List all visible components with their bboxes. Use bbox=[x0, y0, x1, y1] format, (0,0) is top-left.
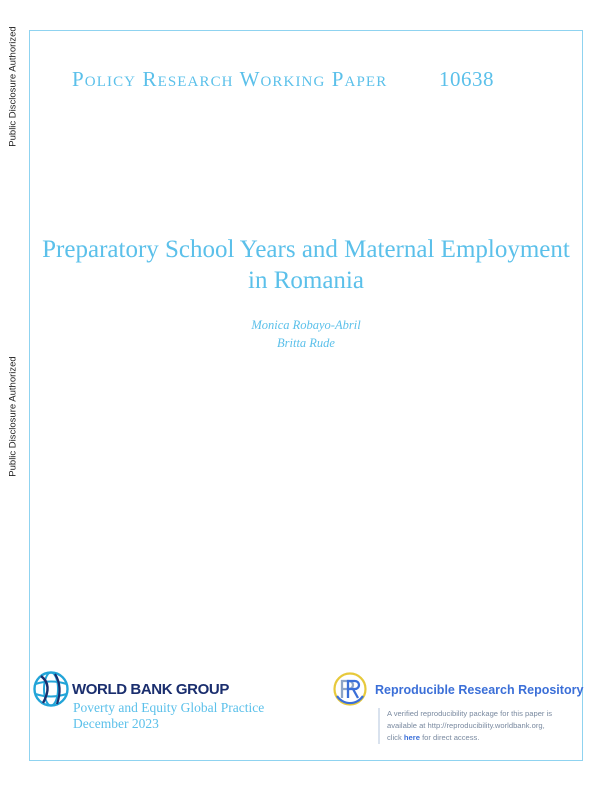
author-name: Monica Robayo-Abril bbox=[251, 318, 361, 332]
direct-access-text: for direct access. bbox=[422, 733, 480, 742]
paper-title-line-2: in Romania bbox=[248, 267, 364, 294]
globe-icon bbox=[33, 671, 69, 707]
rrr-logo-icon[interactable] bbox=[333, 672, 367, 706]
author-list bbox=[200, 316, 412, 352]
publication-date: December 2023 bbox=[73, 716, 159, 731]
repository-name[interactable]: Reproducible Research Repository bbox=[375, 683, 584, 697]
disclosure-label-bottom: Public Disclosure Authorized bbox=[7, 356, 19, 477]
repository-note bbox=[378, 708, 583, 744]
author-name: Britta Rude bbox=[277, 336, 335, 350]
world-bank-group-name: WORLD BANK GROUP bbox=[72, 681, 229, 698]
series-title: Policy Research Working Paper bbox=[72, 67, 388, 91]
disclosure-label-top: Public Disclosure Authorized bbox=[7, 26, 19, 147]
click-text: click bbox=[387, 733, 402, 742]
paper-title-line-1: Preparatory School Years and Maternal Employment bbox=[42, 236, 570, 263]
repository-note-line-2: available at http://reproducibility.worldbank.org, bbox=[387, 721, 545, 730]
repository-note-line-1: A verified reproducibility package for this paper is bbox=[387, 709, 553, 718]
repository-note-line-3 bbox=[387, 732, 583, 744]
paper-title bbox=[34, 234, 578, 296]
here-link[interactable]: here bbox=[403, 733, 420, 742]
paper-number: 10638 bbox=[439, 67, 494, 91]
practice-and-date bbox=[73, 700, 264, 732]
cover-frame bbox=[29, 30, 583, 761]
global-practice: Poverty and Equity Global Practice bbox=[73, 700, 265, 715]
